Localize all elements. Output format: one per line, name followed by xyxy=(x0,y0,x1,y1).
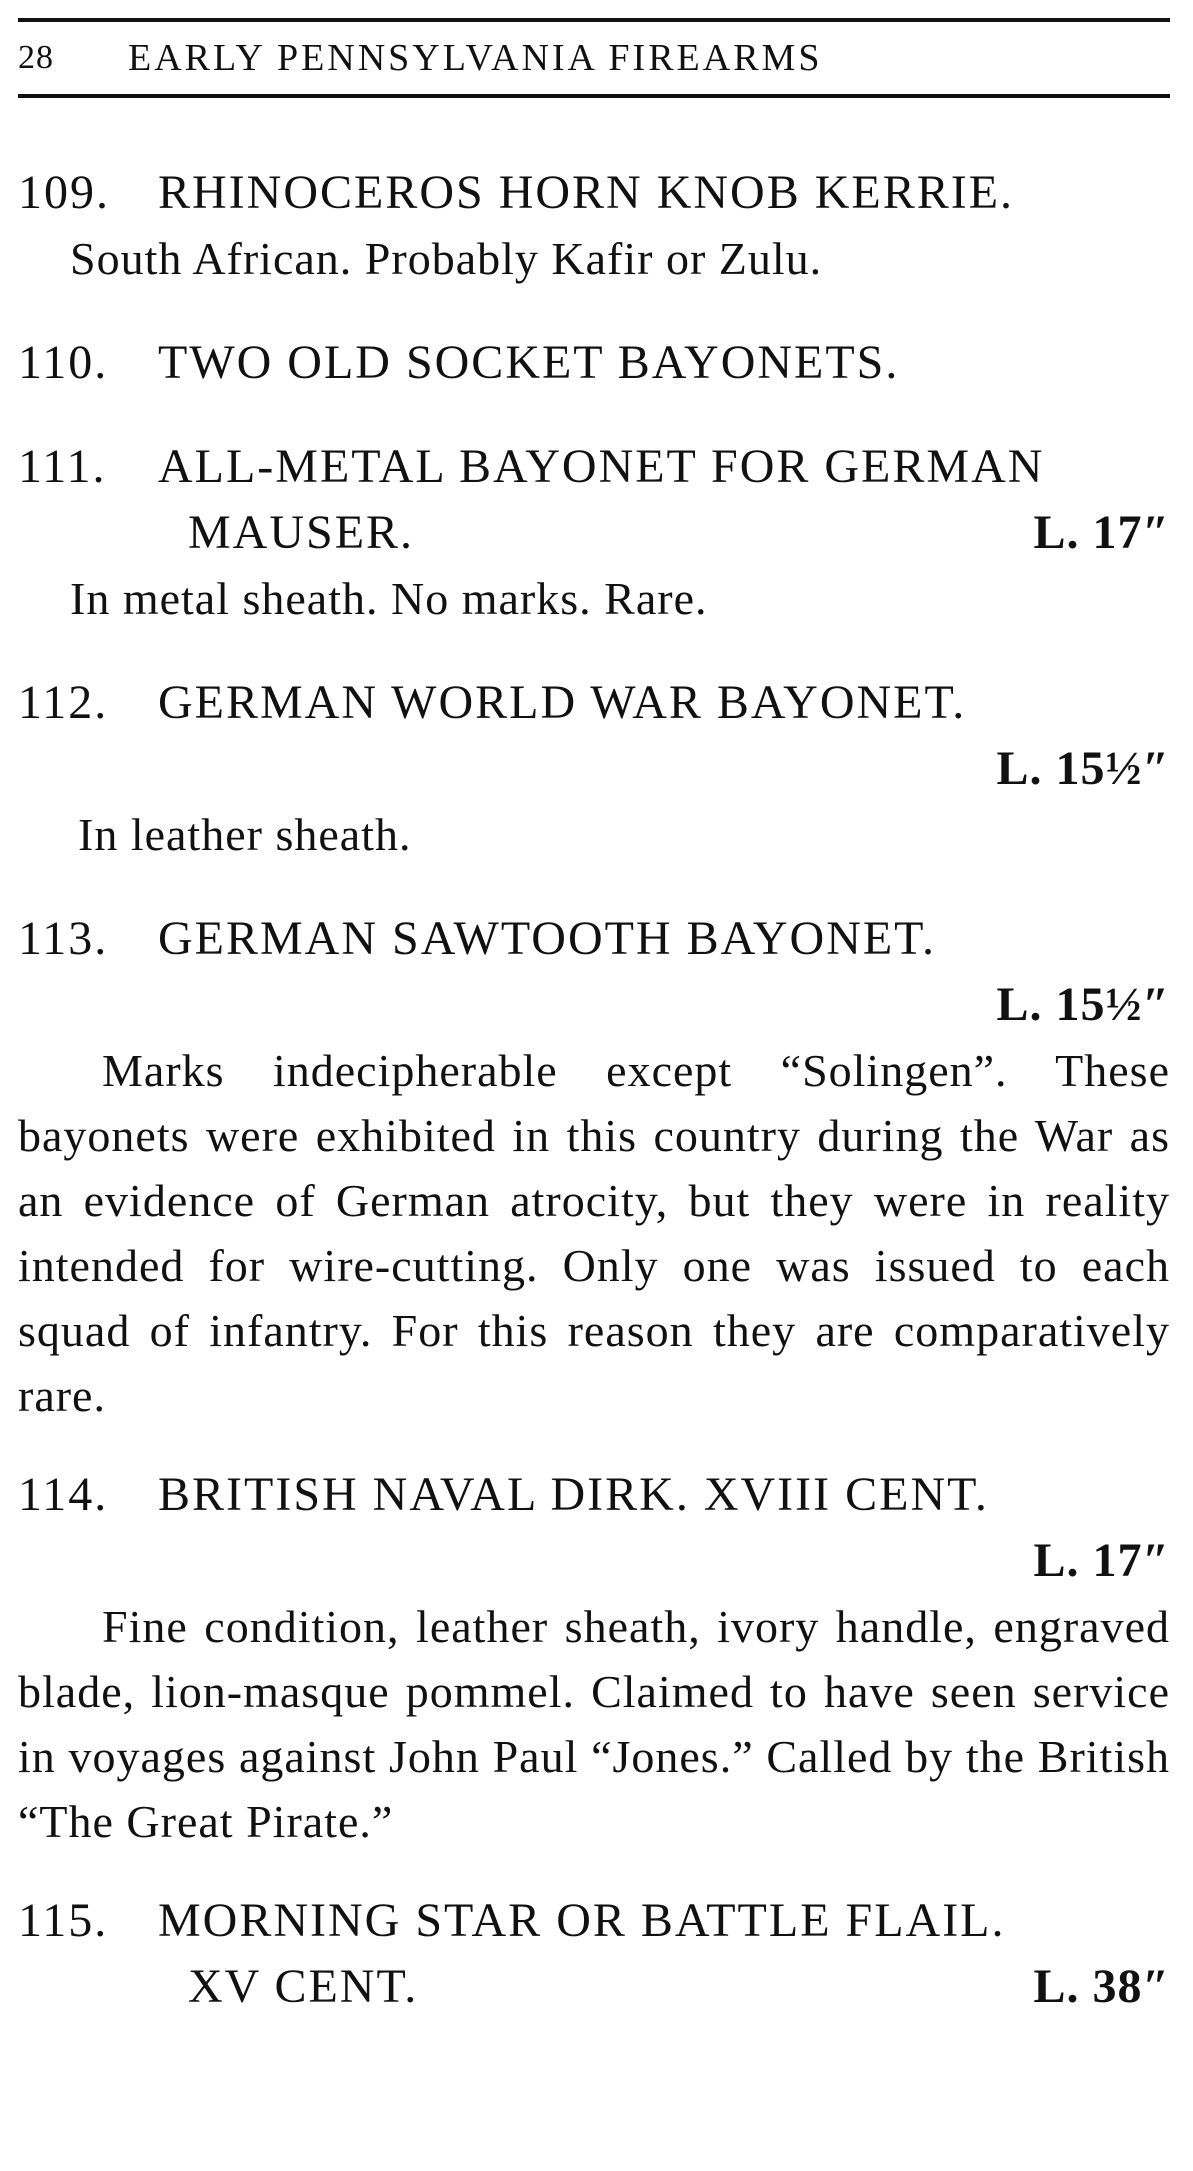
page-number: 28 xyxy=(18,39,54,76)
entry-title-line xyxy=(18,160,1170,226)
entry-title-continuation-line xyxy=(18,1954,1170,2020)
catalog-entry-114 xyxy=(18,1462,1170,1854)
catalog-entry-112 xyxy=(18,670,1170,868)
entry-title-line xyxy=(18,1462,1170,1528)
entry-length: L. 15½″ xyxy=(996,742,1170,795)
entry-description: South African. Probably Kafir or Zulu. xyxy=(70,233,823,284)
header-bottom-rule xyxy=(18,94,1170,98)
entry-title: BRITISH NAVAL DIRK. XVIII CENT. xyxy=(158,1468,989,1521)
entry-title-line xyxy=(18,330,1170,396)
entry-length: L. 15½″ xyxy=(996,978,1170,1031)
running-header xyxy=(18,22,1170,94)
catalog-entry-109 xyxy=(18,160,1170,292)
catalog-entries xyxy=(18,160,1170,2020)
entry-length: L. 17″ xyxy=(1033,1534,1170,1587)
entry-number: 110. xyxy=(18,336,109,389)
entry-title: TWO OLD SOCKET BAYONETS. xyxy=(158,336,900,389)
catalog-entry-111 xyxy=(18,434,1170,632)
catalog-entry-110 xyxy=(18,330,1170,396)
entry-number: 109. xyxy=(18,166,110,219)
entry-title-line xyxy=(18,906,1170,972)
entry-number: 113. xyxy=(18,912,109,965)
entry-title-line xyxy=(18,1888,1170,1954)
entry-title: RHINOCEROS HORN KNOB KERRIE. xyxy=(158,166,1015,219)
entry-title-continuation: MAUSER. xyxy=(188,506,415,559)
entry-description: Fine condition, leather sheath, ivory handle, engraved blade, lion-masque pommel. Claimed to have seen service in voyages against John Paul “Jones.” Called by the British “The Great Pirate.” xyxy=(18,1601,1170,1847)
entry-length: L. 17″ xyxy=(1033,506,1170,559)
entry-title: ALL-METAL BAYONET FOR GERMAN xyxy=(158,440,1045,493)
entry-title-continuation: XV CENT. xyxy=(188,1960,419,2013)
entry-number: 115. xyxy=(18,1894,109,1947)
entry-number: 112. xyxy=(18,676,109,729)
catalog-entry-115 xyxy=(18,1888,1170,2020)
entry-title-continuation-line xyxy=(18,500,1170,566)
entry-description: In metal sheath. No marks. Rare. xyxy=(70,573,708,624)
entry-title: GERMAN SAWTOOTH BAYONET. xyxy=(158,912,936,965)
entry-number: 111. xyxy=(18,440,107,493)
entry-title-line xyxy=(18,670,1170,736)
catalog-entry-113 xyxy=(18,906,1170,1428)
entry-title: MORNING STAR OR BATTLE FLAIL. xyxy=(158,1894,1006,1947)
running-title: EARLY PENNSYLVANIA FIREARMS xyxy=(128,37,823,79)
entry-title-line xyxy=(18,434,1170,500)
entry-length: L. 38″ xyxy=(1033,1960,1170,2013)
entry-description: In leather sheath. xyxy=(78,809,412,860)
entry-number: 114. xyxy=(18,1468,109,1521)
entry-title: GERMAN WORLD WAR BAYONET. xyxy=(158,676,967,729)
book-page xyxy=(18,18,1170,2060)
entry-description: Marks indecipherable except “Solingen”. These bayonets were exhibited in this country during the War as an evidence of German atrocity, but they were in reality intended for wire-cutting. Only one was issued to each squad of infantry. For this reason they are comparatively rare. xyxy=(18,1045,1170,1421)
